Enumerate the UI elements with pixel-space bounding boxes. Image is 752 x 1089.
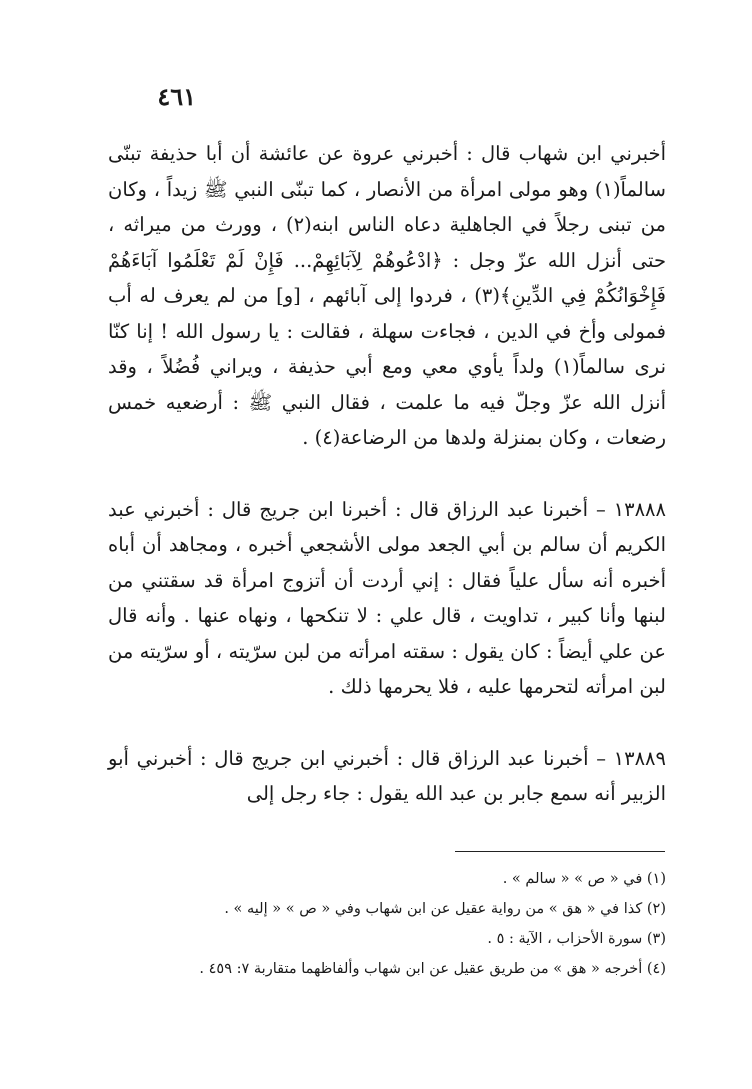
footnotes-list (130, 864, 666, 984)
footnote-4: (٤) أخرجه « هق » من طريق عقيل عن ابن شهاب وألفاظهما متقاربة ٧: ٤٥٩ . (199, 961, 666, 977)
hadith-paragraph-continuation: أخبرني ابن شهاب قال : أخبرني عروة عن عائشة أن أبا حذيفة تبنّى سالماً(١) وهو مولى امرأة من الأنصار ، كما تبنّى النبي ﷺ زيداً ، وكان من تبنى رجلاً في الجاهلية دعاه الناس ابنه(٢) ، وورث من ميراثه ، حتى أنزل الله عزّ وجل : ﴿ادْعُوهُمْ لِآبَائِهِمْ... فَإِنْ لَمْ تَعْلَمُوا آبَاءَهُمْ فَإِخْوَانُكُمْ فِي الدِّينِ﴾(٣) ، فردوا إلى آبائهم ، [و] من لم يعرف له أب فمولى وأخ في الدين ، فجاءت سهلة ، فقالت : يا رسول الله ! إنا كنّا نرى سالماً(١) ولداً يأوي معي ومع أبي حذيفة ، ويراني فُضُلاً ، وقد أنزل الله عزّ وجلّ فيه ما علمت ، فقال النبي ﷺ : أرضعيه خمس رضعات ، وكان بمنزلة ولدها من الرضاعة(٤) . (101, 142, 666, 449)
page-number: ٤٦١ (157, 82, 196, 111)
footnote-2: (٢) كذا في « هق » من رواية عقيل عن ابن شهاب وفي « ص » « إليه » . (224, 901, 666, 917)
hadith-paragraph-13889: ١٣٨٨٩ – أخبرنا عبد الرزاق قال : أخبرني ابن جريج قال : أخبرني أبو الزبير أنه سمع جابر بن عبد الله يقول : جاء رجل إلى (101, 746, 666, 805)
footnote-1: (١) في « ص » « سالم » . (502, 871, 666, 887)
footnote-separator (455, 851, 665, 852)
footnote-3: (٣) سورة الأحزاب ، الآية : ٥ . (487, 931, 666, 947)
main-text (101, 136, 666, 812)
hadith-paragraph-13888: ١٣٨٨٨ – أخبرنا عبد الرزاق قال : أخبرنا ابن جريج قال : أخبرني عبد الكريم أن سالم بن أبي الجعد مولى الأشجعي أخبره ، ومجاهد أن أباه أخبره أنه سأل علياً فقال : إني أردت أن أتزوج امرأة قد سقتني من لبنها وأنا كبير ، تداويت ، قال علي : لا تنكحها ، ونهاه عنها . وأنه قال عن علي أيضاً : كان يقول : سقته امرأته من لبن سرّيته ، أو سرّيته من لبن امرأته لتحرمها عليه ، فلا يحرمها ذلك . (101, 497, 666, 698)
